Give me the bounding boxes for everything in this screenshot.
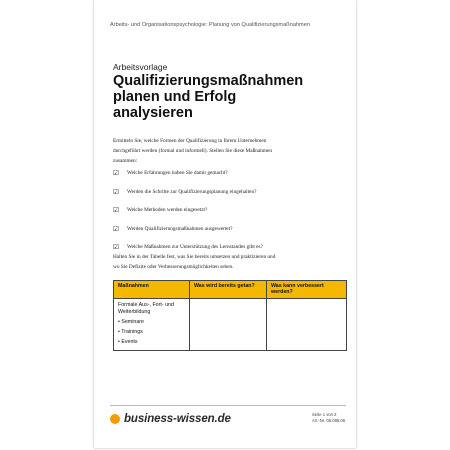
title-line: Qualifizierungsmaßnahmen [113, 73, 304, 89]
checkbox-icon: ☑ [113, 206, 119, 214]
checklist-item-text: Welche Methoden werden eingesetzt? [127, 207, 208, 213]
table-row [114, 299, 347, 351]
checkbox-icon: ☑ [113, 224, 119, 233]
checklist-item [113, 226, 343, 245]
measure-bullets [118, 317, 185, 347]
title-line: planen und Erfolg [113, 89, 237, 105]
checkbox-icon: ☑ [113, 169, 119, 177]
checklist-item-text: Werden Qualifizierungsmaßnahmen ausgewertet? [127, 225, 233, 232]
running-header: Arbeits- und Organisationspsychologie: Planung von Qualifizierungsmaßnahmen [110, 22, 310, 28]
table-instruction [113, 252, 343, 272]
page-info [312, 412, 345, 424]
article-number: Art.-Nr. 06.085.06 [312, 418, 346, 423]
bullet-item: • Events [118, 339, 138, 345]
question-checklist [113, 170, 343, 263]
brand-logo [110, 413, 231, 425]
title-line: analysieren [113, 105, 193, 121]
bullet-item: • Seminare [118, 319, 144, 325]
checklist-item [113, 207, 343, 226]
footer-divider [110, 405, 346, 406]
table-header-row [114, 281, 347, 299]
measure-title-line: Weiterbildung [118, 308, 151, 315]
instruction-line: wo Sie Defizite oder Verbesserungsmöglichkeiten sehen. [113, 264, 234, 270]
measures-table [113, 280, 347, 351]
intro-line: zusammen: [113, 158, 138, 164]
improve-cell[interactable] [267, 299, 347, 351]
column-header-measures: Maßnahmen [114, 281, 190, 299]
checklist-item [113, 189, 343, 208]
measure-title-line: Formale Aus-, Fort- und [118, 302, 174, 308]
checkbox-icon: ☑ [113, 243, 119, 251]
checkbox-icon: ☑ [113, 187, 119, 196]
logo-dot-icon [110, 414, 120, 424]
checklist-item-text: Werden die Schritte zur Qualifizierungsplanung eingehalten? [127, 188, 257, 195]
logo-text: business-wissen.de [124, 413, 231, 425]
column-header-improve: Was kann verbessert werden? [267, 281, 347, 299]
document-kicker: Arbeitsvorlage [113, 62, 168, 72]
instruction-line: Halten Sie in der Tabelle fest, was Sie bereits umsetzen und praktizieren und [113, 254, 276, 260]
bullet-item: • Trainings [118, 329, 143, 335]
intro-line: durchgeführt werden (formal und informell). Stellen Sie diese Maßnahmen [113, 148, 273, 154]
intro-line: Ermitteln Sie, welche Formen der Qualifizierung in Ihrem Unternehmen [113, 138, 267, 144]
intro-paragraph [113, 136, 335, 166]
measure-cell [114, 299, 190, 351]
document-title [113, 73, 343, 121]
page-number: Seite 1 von 2 [312, 412, 337, 417]
checklist-item [113, 170, 343, 189]
done-cell[interactable] [190, 299, 267, 351]
checklist-item-text: Welche Maßnahmen zur Unterstützung des Lernstandes gibt es? [127, 244, 263, 250]
column-header-done: Was wird bereits getan? [190, 281, 267, 299]
checklist-item-text: Welche Erfahrungen haben Sie damit gemacht? [127, 170, 228, 176]
